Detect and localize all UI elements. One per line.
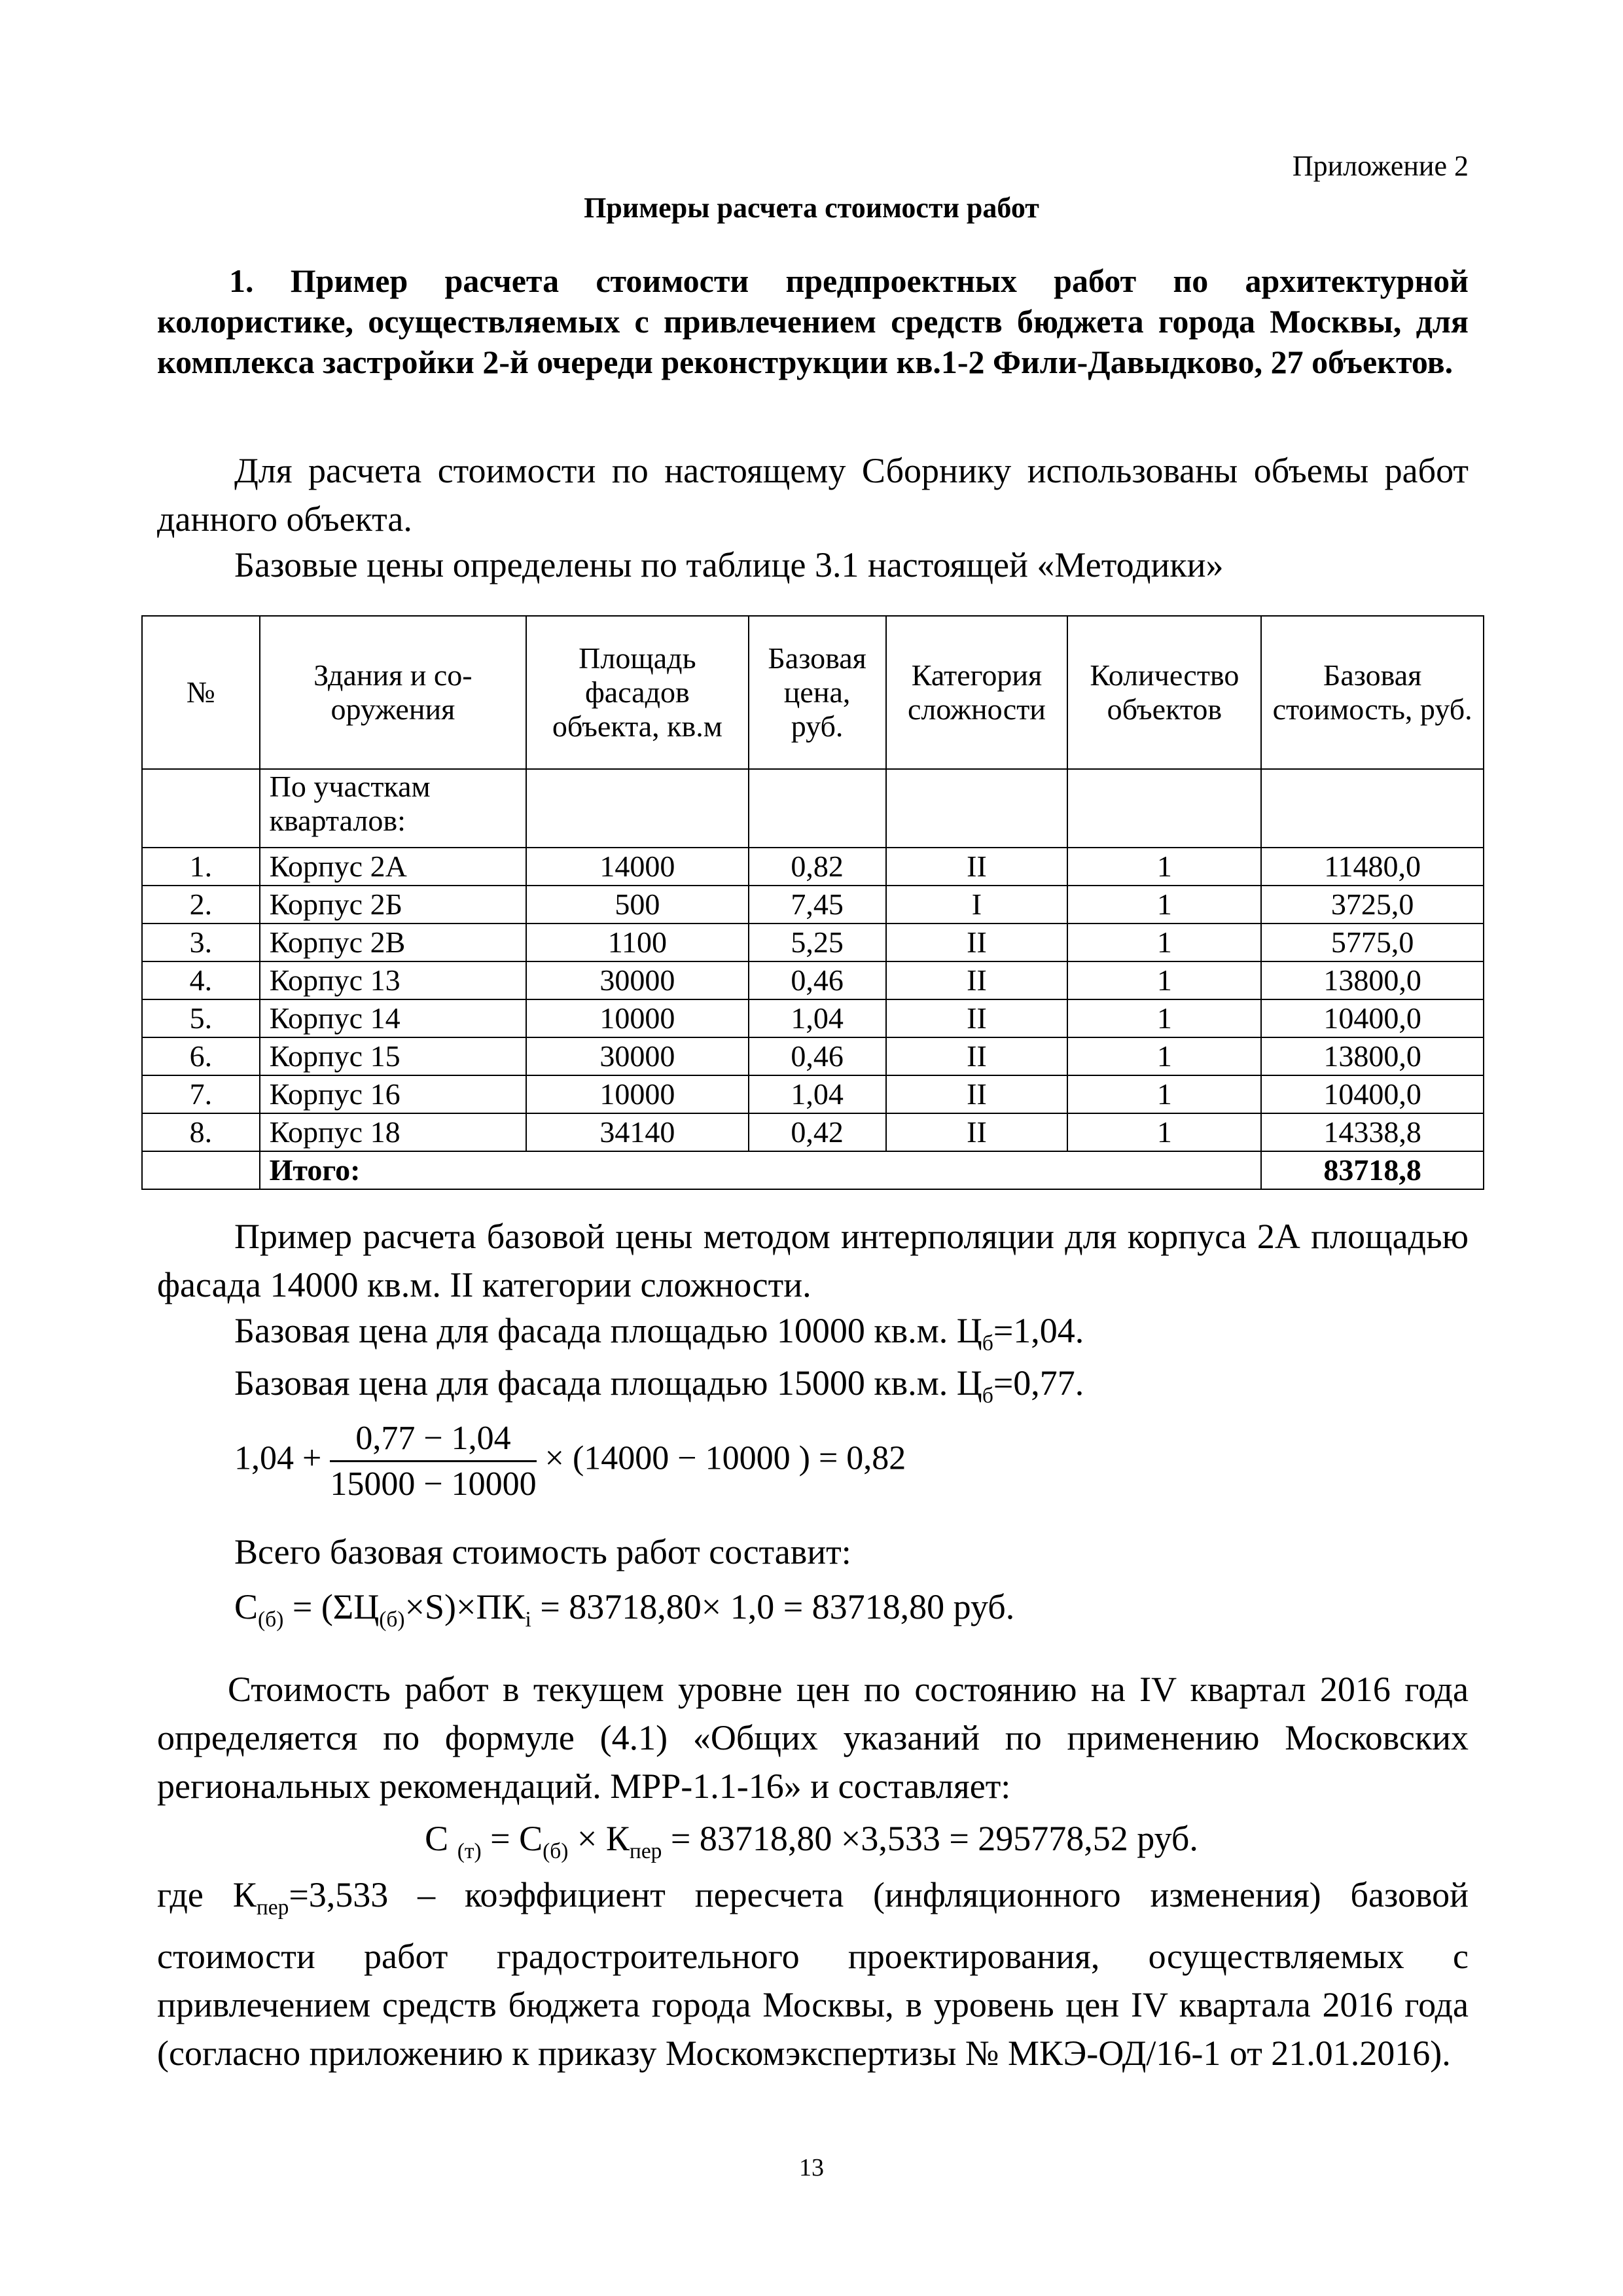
- row-area: 10000: [526, 1075, 749, 1113]
- row-area: 1100: [526, 924, 749, 961]
- row-count: 1: [1067, 1075, 1261, 1113]
- row-category: II: [886, 999, 1068, 1037]
- row-category: II: [886, 1037, 1068, 1075]
- header-building: Здания и со-оружения: [260, 616, 526, 769]
- row-category: I: [886, 886, 1068, 924]
- row-price: 0,42: [749, 1113, 886, 1151]
- header-count: Количество объектов: [1067, 616, 1261, 769]
- row-count: 1: [1067, 1113, 1261, 1151]
- row-number: 2.: [142, 886, 260, 924]
- row-price: 7,45: [749, 886, 886, 924]
- row-price: 0,46: [749, 961, 886, 999]
- row-number: 3.: [142, 924, 260, 961]
- row-building: Корпус 18: [260, 1113, 526, 1151]
- table-row: [142, 924, 1484, 961]
- table-row: [142, 886, 1484, 924]
- formula-fraction: [330, 1419, 536, 1503]
- row-price: 0,46: [749, 1037, 886, 1075]
- row-building: Корпус 2А: [260, 848, 526, 886]
- interp-paragraph: Пример расчета базовой цены методом интерполяции для корпуса 2А площадью фасада 14000 кв.м. II категории сложности.: [157, 1217, 1469, 1304]
- header-base-price: Базовая цена, руб.: [749, 616, 886, 769]
- table-header-row: [142, 616, 1484, 769]
- cost-table: [141, 615, 1484, 1190]
- row-category: II: [886, 1075, 1068, 1113]
- header-category: Категория сложности: [886, 616, 1068, 769]
- row-count: 1: [1067, 924, 1261, 961]
- row-building: Корпус 2Б: [260, 886, 526, 924]
- row-area: 30000: [526, 961, 749, 999]
- interpolation-formula: [234, 1419, 906, 1503]
- row-number: 7.: [142, 1075, 260, 1113]
- table-row: [142, 1037, 1484, 1075]
- row-category: II: [886, 848, 1068, 886]
- row-count: 1: [1067, 1037, 1261, 1075]
- table-row: [142, 1075, 1484, 1113]
- row-building: Корпус 13: [260, 961, 526, 999]
- row-price: 1,04: [749, 1075, 886, 1113]
- base-prices-line: Базовые цены определены по таблице 3.1 настоящей «Методики»: [234, 545, 1224, 584]
- row-building: Корпус 14: [260, 999, 526, 1037]
- total-value: 83718,8: [1261, 1151, 1484, 1189]
- appendix-label: Приложение 2: [1292, 150, 1469, 182]
- total-label: Итого:: [260, 1151, 1262, 1189]
- row-number: 8.: [142, 1113, 260, 1151]
- row-building: Корпус 2В: [260, 924, 526, 961]
- row-cost: 5775,0: [1261, 924, 1484, 961]
- row-number: 5.: [142, 999, 260, 1037]
- row-price: 1,04: [749, 999, 886, 1037]
- row-cost: 10400,0: [1261, 999, 1484, 1037]
- page-title: Примеры расчета стоимости работ: [584, 192, 1039, 224]
- table-group-row: [142, 769, 1484, 848]
- row-count: 1: [1067, 886, 1261, 924]
- table-row: [142, 961, 1484, 999]
- row-count: 1: [1067, 999, 1261, 1037]
- formula-numerator: 0,77 − 1,04: [330, 1419, 536, 1462]
- header-area: Площадь фасадов объекта, кв.м: [526, 616, 749, 769]
- formula-tail: × (14000 − 10000 ) = 0,82: [544, 1439, 906, 1477]
- row-category: II: [886, 961, 1068, 999]
- table-row: [142, 848, 1484, 886]
- current-formula: С $_{(т)} = С_{(б)} \times К_{пер} = 83718,80 \times 3,533 = 295778,52$ руб.: [425, 1819, 1198, 1863]
- intro-paragraph: Для расчета стоимости по настоящему Сборнику использованы объемы работ данного объекта.: [157, 451, 1469, 539]
- row-category: II: [886, 924, 1068, 961]
- row-category: II: [886, 1113, 1068, 1151]
- table-total-row: [142, 1151, 1484, 1189]
- current-price-paragraph: Стоимость работ в текущем уровне цен по состоянию на IV квартал 2016 года определяется по формуле (4.1) «Общих указаний по применению Московских региональных рекомендаций. МРР-1.1-16» и составляет:: [157, 1670, 1469, 1806]
- row-cost: 13800,0: [1261, 1037, 1484, 1075]
- row-area: 10000: [526, 999, 749, 1037]
- row-cost: 14338,8: [1261, 1113, 1484, 1151]
- row-count: 1: [1067, 848, 1261, 886]
- row-building: Корпус 15: [260, 1037, 526, 1075]
- row-cost: 13800,0: [1261, 961, 1484, 999]
- row-cost: 10400,0: [1261, 1075, 1484, 1113]
- row-area: 34140: [526, 1113, 749, 1151]
- interp-line-2: Базовая цена для фасада площадью 15000 кв.м. $Ц_б=0,77$.: [234, 1363, 1084, 1408]
- row-price: 0,82: [749, 848, 886, 886]
- formula-lead: 1,04 +: [234, 1439, 322, 1477]
- row-count: 1: [1067, 961, 1261, 999]
- table-row: [142, 1113, 1484, 1151]
- row-cost: 11480,0: [1261, 848, 1484, 886]
- row-building: Корпус 16: [260, 1075, 526, 1113]
- total-formula: $С_{(б)} = (\Sigma Ц_{(б)}\times S)\times ПК_i = 83718,80\times 1,0 = 83718,80$ руб.: [234, 1587, 1015, 1632]
- row-area: 14000: [526, 848, 749, 886]
- row-area: 500: [526, 886, 749, 924]
- row-number: 1.: [142, 848, 260, 886]
- section-heading: 1. Пример расчета стоимости предпроектных работ по архитектурной колористике, осуществляемых с привлечением средств бюджета города Москвы, для комплекса застройки 2-й очереди реконструкции кв.1-2 Фили-Давыдково, 27 объектов.: [157, 262, 1469, 380]
- table-row: [142, 999, 1484, 1037]
- coefficient-paragraph: где $К_{пер}=3,533$ – коэффициент пересчета (инфляционного изменения) базовой стоимости работ градостроительного проектирования, осуществляемых с привлечением средств бюджета города Москвы, в уровень цен IV квартала 2016 года (согласно приложению к приказу Москомэкспертизы № МКЭ-ОД/16-1 от 21.01.2016).: [157, 1875, 1469, 2073]
- row-number: 4.: [142, 961, 260, 999]
- row-cost: 3725,0: [1261, 886, 1484, 924]
- total-intro: Всего базовая стоимость работ составит:: [234, 1532, 851, 1571]
- row-price: 5,25: [749, 924, 886, 961]
- formula-denominator: 15000 − 10000: [330, 1465, 537, 1503]
- group-label: По участкам кварталов:: [260, 769, 526, 848]
- interp-line-1: Базовая цена для фасада площадью 10000 кв.м. $Ц_б=1,04$.: [234, 1311, 1084, 1355]
- row-number: 6.: [142, 1037, 260, 1075]
- page-number: 13: [799, 2154, 824, 2181]
- row-area: 30000: [526, 1037, 749, 1075]
- header-base-cost: Базовая стоимость, руб.: [1261, 616, 1484, 769]
- header-number: №: [142, 616, 260, 769]
